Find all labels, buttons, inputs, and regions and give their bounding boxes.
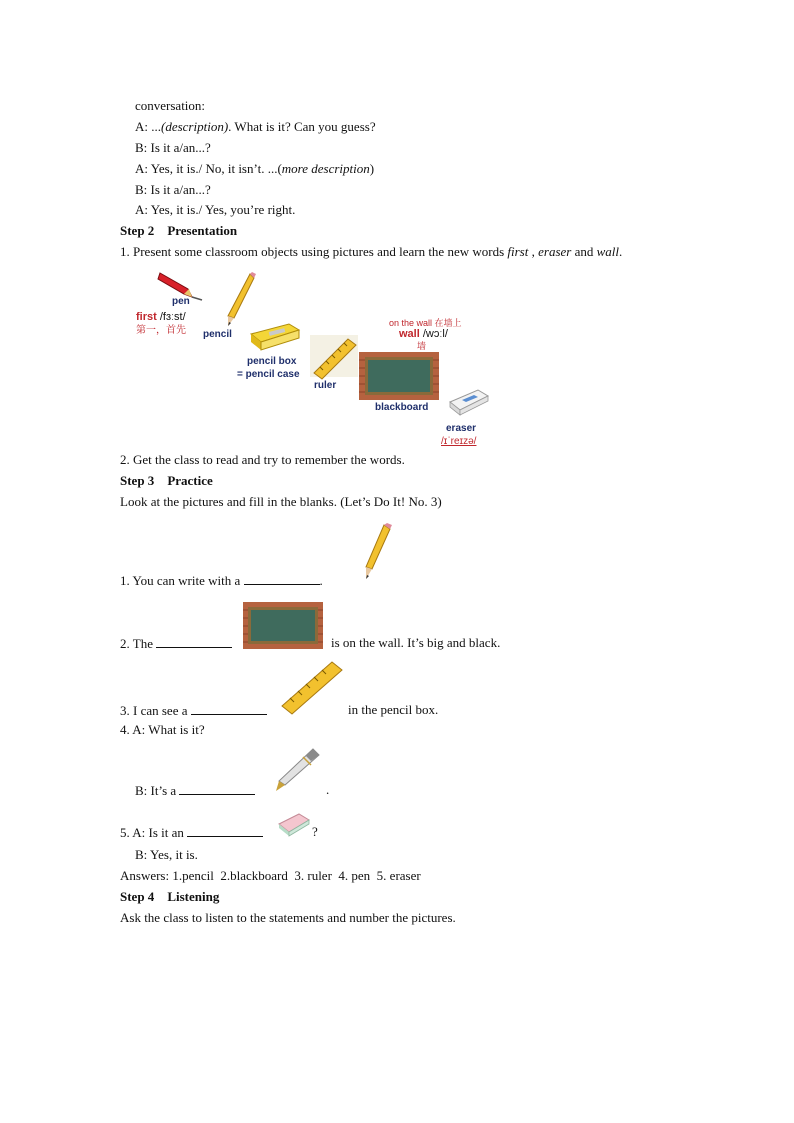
first-chinese: 第一，首先 (136, 325, 186, 336)
step-heading: Step 2 Presentation (120, 223, 238, 238)
q3-ruler-picture (280, 660, 344, 714)
blackboard-label: blackboard (375, 402, 429, 413)
pencil-box-label: pencil box (247, 356, 297, 367)
answer-blank[interactable] (179, 782, 255, 795)
pencil-case-label: = pencil case (237, 369, 300, 380)
question-4b: B: It’s a (135, 782, 255, 799)
answer-blank[interactable] (244, 572, 320, 585)
question-2-start: 2. The (120, 635, 232, 652)
dialogue-line: A: Yes, it is./ No, it isn’t. ...(more description) (135, 161, 375, 176)
wall-chinese: 墙 (417, 341, 427, 351)
pencil-box-picture (247, 320, 301, 352)
q5-eraser-picture (277, 810, 311, 836)
word-wall: wall /wɔːl/ (399, 328, 448, 340)
dialogue-line: A: Yes, it is./ Yes, you’re right. (135, 202, 296, 217)
step-heading: Step 3 Practice (120, 473, 213, 488)
step-heading: Step 4 Listening (120, 889, 220, 904)
question-4a: 4. A: What is it? (120, 722, 205, 737)
word-first: first /fɜːst/ (136, 311, 186, 323)
question-5a: 5. A: Is it an (120, 824, 263, 841)
pencil-label: pencil (203, 329, 232, 340)
question-5a-end: ? (312, 824, 318, 839)
on-the-wall-label: on the wall 在墙上 (389, 318, 462, 328)
dialogue-line: B: Is it a/an...? (135, 182, 211, 197)
blackboard-picture (359, 352, 439, 400)
step3-instruction: Look at the pictures and fill in the blanks. (Let’s Do It! No. 3) (120, 494, 442, 509)
question-2-end: is on the wall. It’s big and black. (331, 635, 501, 650)
step4-instruction: Ask the class to listen to the statements and number the pictures. (120, 910, 456, 925)
q1-pencil-picture (358, 523, 392, 581)
ruler-label: ruler (314, 380, 337, 391)
dialogue-line: A: ...(description). What is it? Can you guess? (135, 119, 376, 134)
question-1: 1. You can write with a . (120, 573, 323, 588)
step2-item1: 1. Present some classroom objects using pictures and learn the new words first , eraser and wall. (120, 244, 623, 259)
eraser-phonetic: /ɪˈreɪzə/ (441, 436, 477, 447)
pen-label: pen (172, 296, 190, 307)
question-3-end: in the pencil box. (348, 702, 439, 717)
question-4b-end: . (326, 782, 330, 797)
dialogue-line: B: Is it a/an...? (135, 140, 211, 155)
ruler-picture (310, 335, 358, 377)
answer-key: Answers: 1.pencil 2.blackboard 3. ruler 4. pen 5. eraser (120, 868, 421, 883)
question-5b: B: Yes, it is. (135, 847, 198, 862)
question-3-start: 3. I can see a (120, 702, 267, 719)
answer-blank[interactable] (156, 635, 232, 648)
eraser-picture (448, 386, 490, 416)
answer-blank[interactable] (187, 824, 263, 837)
conversation-intro: conversation: (135, 98, 206, 113)
answer-blank[interactable] (191, 702, 267, 715)
eraser-label: eraser (446, 423, 477, 434)
q4-pen-picture (273, 747, 321, 793)
step2-item2: 2. Get the class to read and try to remember the words. (120, 452, 405, 467)
q2-blackboard-picture (243, 602, 323, 649)
